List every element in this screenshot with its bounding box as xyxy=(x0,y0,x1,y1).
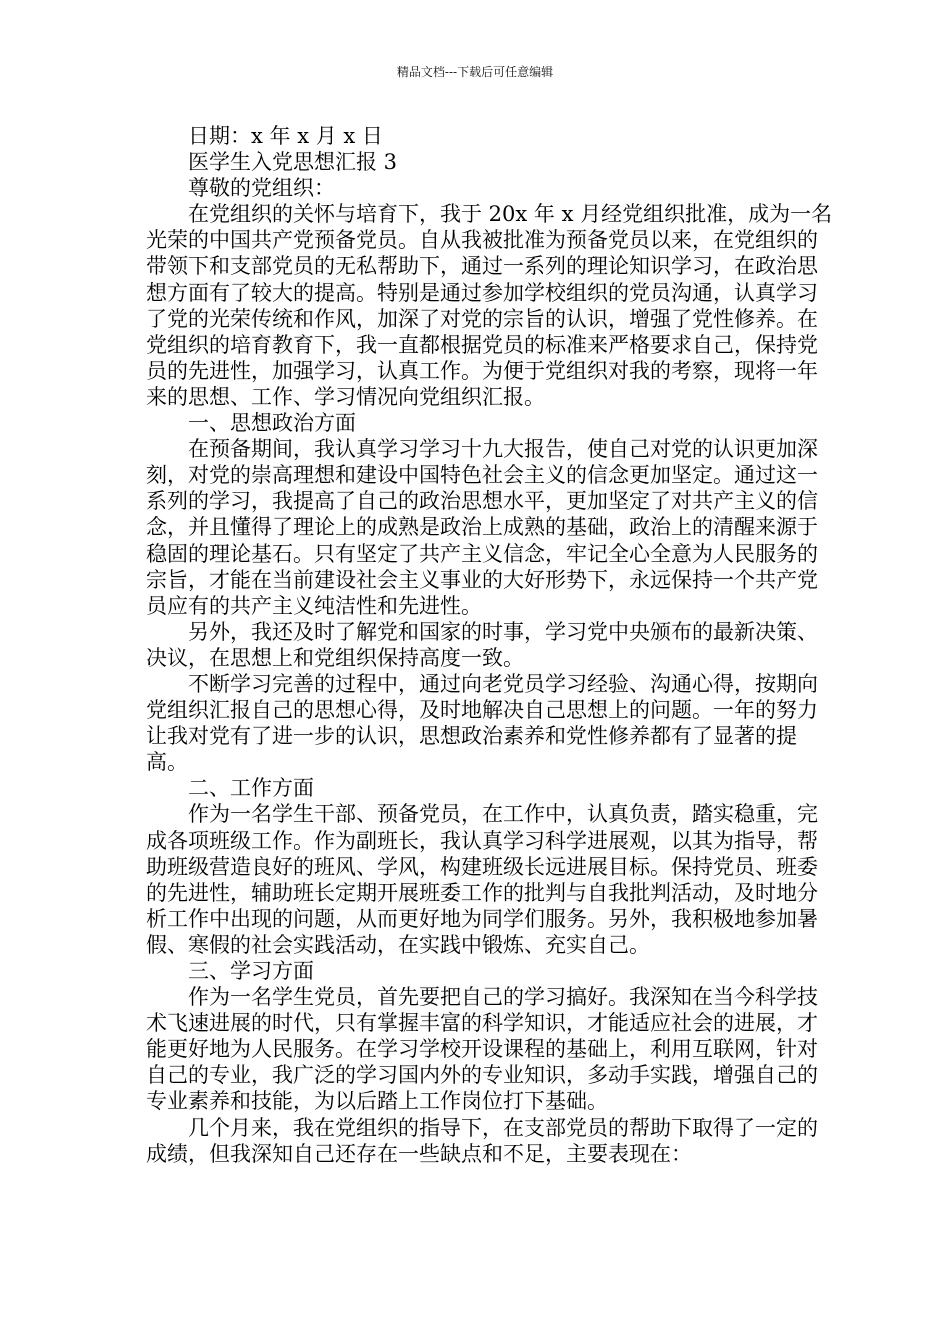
salutation: 尊敬的党组织： xyxy=(188,176,335,201)
section-heading-study: 三、学习方面 xyxy=(188,959,314,983)
paragraph-intro: 在党组织的关怀与培育下，我于 20x 年 x 月经党组织批准，成为一名光荣的中国共产党预备党员。自从我被批准为预备党员以来，在党组织的带领下和支部党员的无私帮助下，通过一系列的理论知识学习，在政治思想方面有了较大的提高。特别是通过参加学校组织的党员沟通，认真学习了党的光荣传统和作风，加深了对党的宗旨的认识，增强了党性修养。在党组织的培育教育下，我一直都根据党员的标准来严格要求自己，保持党员的先进性，加强学习，认真工作。为便于党组织对我的考察，现将一年来的思想、工作、学习情况向党组织汇报。 xyxy=(146,202,833,409)
section-heading-politics: 一、思想政治方面 xyxy=(188,411,356,436)
paragraph-study: 作为一名学生党员，首先要把自己的学习搞好。我深知在当今科学技术飞速进展的时代，只有掌握丰富的科学知识，才能适应社会的进展，才能更好地为人民服务。在学习学校开设课程的基础上，利用互联网，针对自己的专业，我广泛的学习国内外的专业知识，多动手实践，增强自己的专业素养和技能，为以后踏上工作岗位打下基础。 xyxy=(146,985,818,1114)
document-title: 医学生入党思想汇报 3 xyxy=(188,150,398,175)
paragraph-shortcomings: 几个月来，我在党组织的指导下，在支部党员的帮助下取得了一定的成绩，但我深知自己还存在一些缺点和不足，主要表现在： xyxy=(146,1115,818,1166)
paragraph-politics: 在预备期间，我认真学习学习十九大报告，使自己对党的认识更加深刻，对党的崇高理想和建设中国特色社会主义的信念更加坚定。通过这一系列的学习，我提高了自己的政治思想水平，更加坚定了对共产主义的信念，并且懂得了理论上的成熟是政治上成熟的基础，政治上的清醒来源于稳固的理论基石。只有坚定了共产主义信念，牢记全心全意为人民服务的宗旨，才能在当前建设社会主义事业的大好形势下，永远保持一个共产党员应有的共产主义纯洁性和先进性。 xyxy=(146,437,818,618)
paragraph-current-affairs: 另外，我还及时了解党和国家的时事，学习党中央颁布的最新决策、决议，在思想上和党组织保持高度一致。 xyxy=(146,619,818,670)
paragraph-work: 作为一名学生干部、预备党员，在工作中，认真负责，踏实稳重，完成各项班级工作。作为副班长，我认真学习科学进展观，以其为指导，帮助班级营造良好的班风、学风，构建班级长远进展目标。保持党员、班委的先进性，辅助班长定期开展班委工作的批判与自我批判活动，及时地分析工作中出现的问题，从而更好地为同学们服务。另外，我积极地参加暑假、寒假的社会实践活动，在实践中锻炼、充实自己。 xyxy=(146,802,818,957)
paragraph-learning-process: 不断学习完善的过程中，通过向老党员学习经验、沟通心得，按期向党组织汇报自己的思想心得，及时地解决自己思想上的问题。一年的努力让我对党有了进一步的认识，思想政治素养和党性修养都有了显著的提高。 xyxy=(146,671,818,775)
document-body xyxy=(146,123,836,1167)
date-line: 日期：x 年 x 月 x 日 xyxy=(188,124,383,148)
page-header: 精品文档---下载后可任意编辑 xyxy=(396,65,554,79)
section-heading-work: 二、工作方面 xyxy=(188,776,314,801)
